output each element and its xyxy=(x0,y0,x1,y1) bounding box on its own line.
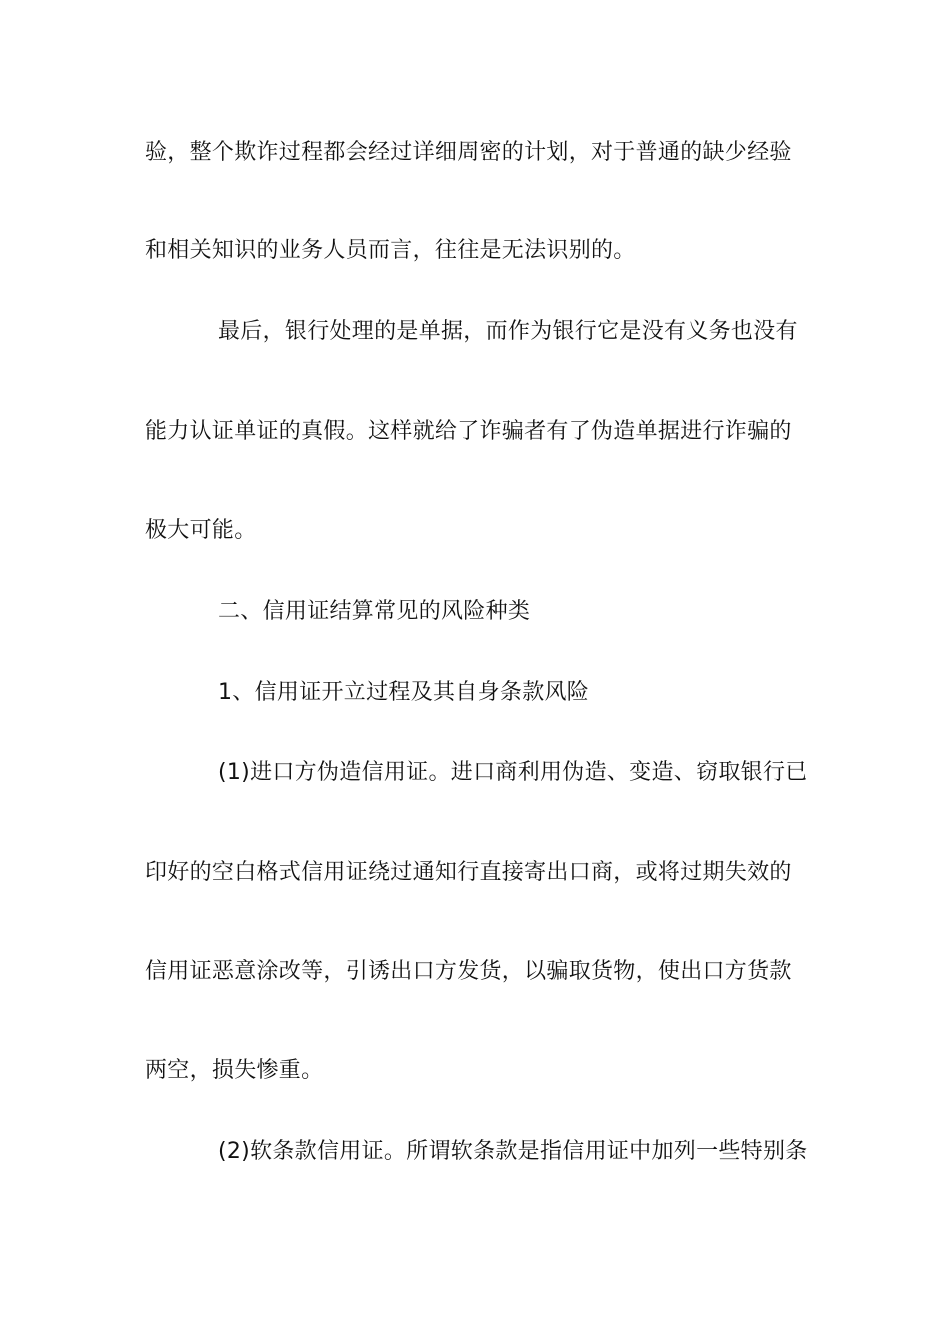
paragraph-start: (2)软条款信用证。所谓软条款是指信用证中加列一些特别条 xyxy=(218,1139,808,1164)
text-line: 极大可能。 xyxy=(145,518,257,543)
text-line: 验，整个欺诈过程都会经过详细周密的计划，对于普通的缺少经验 xyxy=(145,140,792,165)
text-line: 信用证恶意涂改等，引诱出口方发货，以骗取货物，使出口方货款 xyxy=(145,959,792,984)
section-heading: 二、信用证结算常见的风险种类 xyxy=(218,599,531,624)
text-line: 能力认证单证的真假。这样就给了诈骗者有了伪造单据进行诈骗的 xyxy=(145,419,792,444)
text-line: 印好的空白格式信用证绕过通知行直接寄出口商，或将过期失效的 xyxy=(145,860,792,885)
text-line: 两空，损失惨重。 xyxy=(145,1058,324,1083)
subsection-heading: 1、信用证开立过程及其自身条款风险 xyxy=(218,680,590,705)
paragraph-start: (1)进口方伪造信用证。进口商利用伪造、变造、窃取银行已 xyxy=(218,760,808,785)
text-line: 和相关知识的业务人员而言，往往是无法识别的。 xyxy=(145,238,636,263)
paragraph-start: 最后，银行处理的是单据，而作为银行它是没有义务也没有 xyxy=(218,319,798,344)
